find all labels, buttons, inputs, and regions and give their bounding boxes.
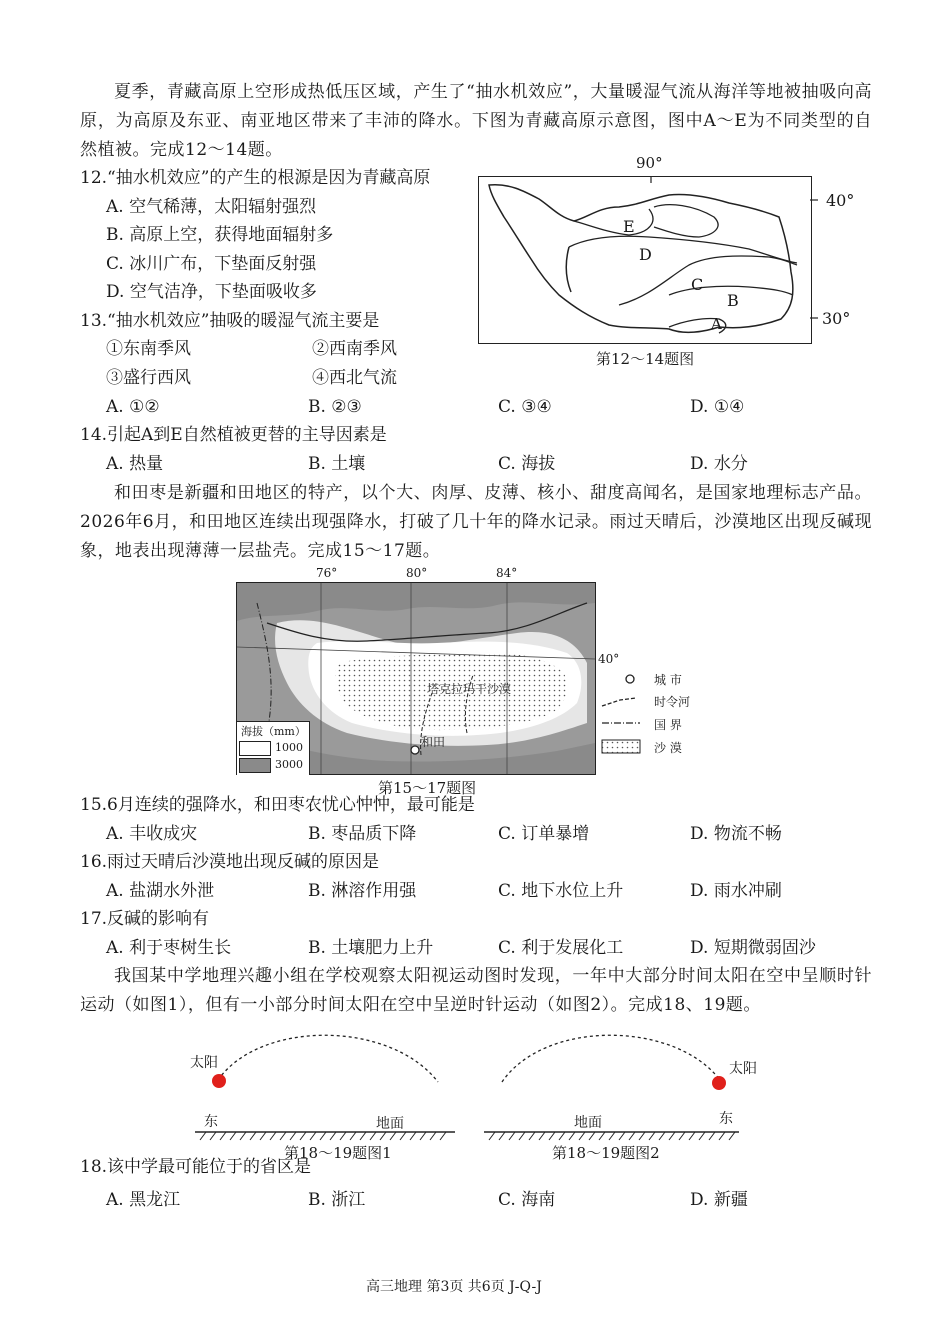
legend-desert-label: 沙 漠 bbox=[654, 741, 682, 755]
q16-stem: 16.雨过天晴后沙漠地出现反碱的原因是 bbox=[80, 852, 380, 872]
map2-lon76-label: 76° bbox=[316, 566, 338, 580]
q13-item-4: ④西北气流 bbox=[312, 368, 397, 388]
q18-stem: 18.该中学最可能位于的省区是 bbox=[80, 1157, 312, 1177]
q15-option-b: B. 枣品质下降 bbox=[308, 824, 417, 844]
q12-option-a: A. 空气稀薄，太阳辐射强烈 bbox=[106, 197, 317, 217]
q15-stem: 15.6月连续的强降水，和田枣农忧心忡忡，最可能是 bbox=[80, 795, 475, 815]
q15-option-a: A. 丰收成灾 bbox=[106, 824, 198, 844]
q14-option-a: A. 热量 bbox=[106, 454, 164, 474]
q12-option-d: D. 空气洁净，下垫面吸收多 bbox=[106, 282, 317, 302]
map2-lat40-label: 40° bbox=[598, 652, 620, 666]
q15-option-d: D. 物流不畅 bbox=[690, 824, 782, 844]
fig1-ground-label: 地面 bbox=[376, 1116, 404, 1132]
q17-stem: 17.反碱的影响有 bbox=[80, 909, 210, 929]
map2-lon80-label: 80° bbox=[406, 566, 428, 580]
map1-lon-label: 90° bbox=[636, 154, 663, 172]
q12-stem: 12.“抽水机效应”的产生的根源是因为青藏高原 bbox=[80, 168, 431, 188]
fig2-sun-label: 太阳 bbox=[729, 1061, 757, 1077]
legend-desert-symbol bbox=[602, 740, 640, 753]
q18-option-a: A. 黑龙江 bbox=[106, 1190, 181, 1210]
intro-paragraph-1: 夏季，青藏高原上空形成热低压区域，产生了“抽水机效应”，大量暖湿气流从海洋等地被抽吸向高原，为高原及东亚、南亚地区带来了丰沛的降水。下图为青藏高原示意图，图中A～E为不同类型的自然植被。完成12～14题。 bbox=[80, 82, 872, 160]
fig1-sun-label: 太阳 bbox=[190, 1055, 218, 1071]
tibet-map bbox=[478, 176, 812, 344]
q14-option-c: C. 海拔 bbox=[498, 454, 556, 474]
q12-option-c: C. 冰川广布，下垫面反射强 bbox=[106, 254, 317, 274]
fig1-caption: 第18～19题图1 bbox=[284, 1144, 392, 1162]
elevation-legend bbox=[237, 721, 310, 775]
q16-option-a: A. 盐湖水外泄 bbox=[106, 881, 215, 901]
q14-stem: 14.引起A到E自然植被更替的主导因素是 bbox=[80, 425, 387, 445]
tarim-map bbox=[236, 582, 596, 775]
q15-option-c: C. 订单暴增 bbox=[498, 824, 590, 844]
q17-option-a: A. 利于枣树生长 bbox=[106, 938, 232, 958]
q14-option-d: D. 水分 bbox=[690, 454, 748, 474]
q13-item-2: ②西南季风 bbox=[312, 339, 397, 359]
q14-option-b: B. 土壤 bbox=[308, 454, 366, 474]
region-b-label: B bbox=[727, 291, 739, 310]
elevation-legend-title: 海拔（mm） bbox=[241, 725, 306, 738]
legend-border-label: 国 界 bbox=[654, 718, 682, 732]
elevation-swatch-low bbox=[239, 741, 271, 756]
fig2-sun-arc bbox=[502, 1035, 720, 1082]
q18-option-b: B. 浙江 bbox=[308, 1190, 366, 1210]
q16-option-c: C. 地下水位上升 bbox=[498, 881, 624, 901]
fig1-ground-hatch bbox=[200, 1132, 446, 1140]
map2-hetian-label: 和田 bbox=[421, 735, 446, 749]
elevation-legend-3000: 3000 bbox=[275, 758, 303, 771]
legend-river-label: 时令河 bbox=[654, 695, 691, 709]
intro-paragraph-2: 和田枣是新疆和田地区的特产，以个大、肉厚、皮薄、核小、甜度高闻名，是国家地理标志产品。2026年6月，和田地区连续出现强降水，打破了几十年的降水记录。雨过天晴后，沙漠地区出现反碱现象，地表出现薄薄一层盐壳。完成15～17题。 bbox=[80, 483, 872, 561]
region-c-label: C bbox=[691, 275, 704, 294]
map2-desert-label: 塔克拉玛干沙漠 bbox=[427, 682, 512, 696]
fig1-sun-arc bbox=[218, 1035, 438, 1082]
fig1-east-label: 东 bbox=[204, 1114, 218, 1130]
sun-path-figure-2 bbox=[484, 1030, 754, 1140]
q16-option-d: D. 雨水冲刷 bbox=[690, 881, 782, 901]
fig1-sun-dot bbox=[212, 1074, 226, 1088]
q13-option-d: D. ①④ bbox=[690, 397, 745, 417]
q13-stem: 13.“抽水机效应”抽吸的暖湿气流主要是 bbox=[80, 311, 380, 331]
q13-option-a: A. ①② bbox=[106, 397, 160, 417]
q17-option-d: D. 短期微弱固沙 bbox=[690, 938, 816, 958]
sun-path-figure-1 bbox=[190, 1030, 460, 1140]
map1-lat30-label: 30° bbox=[822, 309, 851, 328]
q17-option-c: C. 利于发展化工 bbox=[498, 938, 624, 958]
legend-city-label: 城 市 bbox=[654, 673, 682, 687]
region-d-label: D bbox=[639, 245, 652, 264]
elevation-legend-1000: 1000 bbox=[275, 741, 303, 754]
map1-lat40-label: 40° bbox=[826, 191, 855, 210]
region-a-label: A bbox=[711, 315, 722, 333]
map2-caption: 第15～17题图 bbox=[378, 779, 477, 797]
q12-option-b: B. 高原上空，获得地面辐射多 bbox=[106, 225, 334, 245]
map2-legend-symbols bbox=[600, 670, 644, 760]
intro-paragraph-3: 我国某中学地理兴趣小组在学校观察太阳视运动图时发现，一年中大部分时间太阳在空中呈顺时针运动（如图1），但有一小部分时间太阳在空中呈逆时针运动（如图2）。完成18、19题。 bbox=[80, 966, 872, 1015]
legend-city-symbol bbox=[626, 675, 634, 683]
fig2-caption: 第18～19题图2 bbox=[552, 1144, 660, 1162]
q13-option-b: B. ②③ bbox=[308, 397, 362, 417]
fig2-ground-label: 地面 bbox=[574, 1115, 602, 1131]
elevation-swatch-high bbox=[239, 758, 271, 773]
page-footer: 高三地理 第3页 共6页 J-Q-J bbox=[366, 1279, 542, 1295]
fig2-sun-dot bbox=[712, 1076, 726, 1090]
map2-lon84-label: 84° bbox=[496, 566, 518, 580]
region-e-label: E bbox=[623, 217, 635, 236]
q13-item-3: ③盛行西风 bbox=[106, 368, 191, 388]
q13-item-1: ①东南季风 bbox=[106, 339, 191, 359]
fig2-ground-hatch bbox=[489, 1132, 735, 1140]
q18-option-d: D. 新疆 bbox=[690, 1190, 748, 1210]
q18-option-c: C. 海南 bbox=[498, 1190, 556, 1210]
map1-caption: 第12～14题图 bbox=[596, 350, 695, 368]
legend-river-symbol bbox=[602, 698, 636, 706]
q16-option-b: B. 淋溶作用强 bbox=[308, 881, 417, 901]
fig2-east-label: 东 bbox=[719, 1111, 733, 1127]
q13-option-c: C. ③④ bbox=[498, 397, 552, 417]
q17-option-b: B. 土壤肥力上升 bbox=[308, 938, 434, 958]
